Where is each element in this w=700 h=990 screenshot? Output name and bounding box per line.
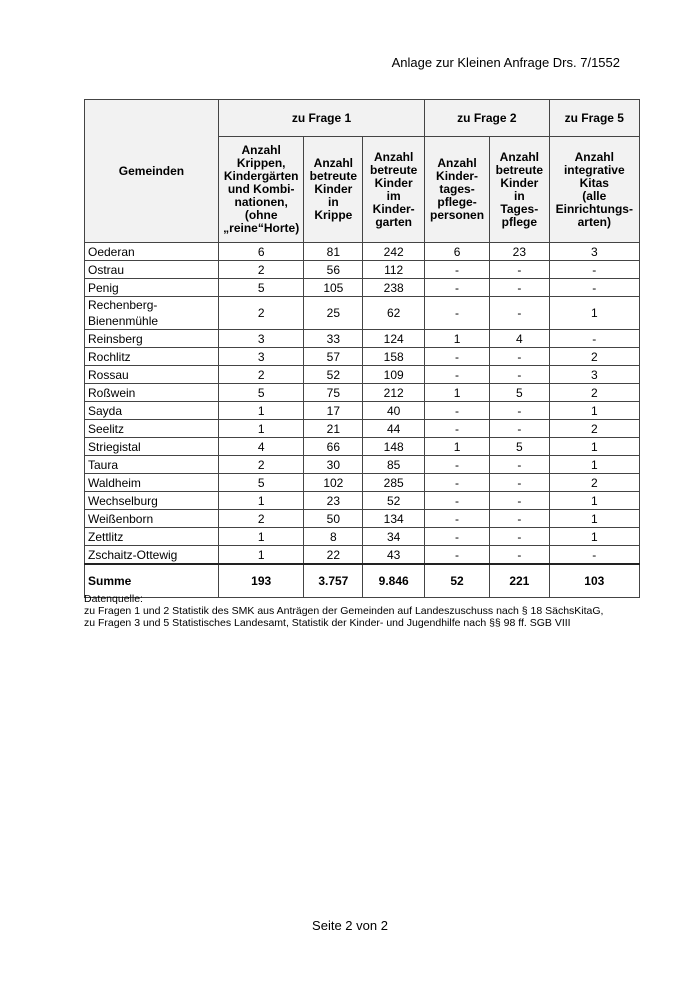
gemeinde-cell: Rechenberg-Bienenmühle <box>85 297 219 330</box>
value-cell: - <box>549 261 639 279</box>
value-cell: 1 <box>549 510 639 528</box>
column-header-line: Kinder <box>500 175 539 190</box>
value-cell: 2 <box>218 297 303 330</box>
table-row <box>85 330 640 348</box>
value-cell: 22 <box>304 546 363 565</box>
value-cell: - <box>425 510 490 528</box>
value-cell: 44 <box>363 420 425 438</box>
table-row <box>85 474 640 492</box>
value-cell: 2 <box>218 510 303 528</box>
gemeinde-cell: Weißenborn <box>85 510 219 528</box>
gemeinde-cell: Reinsberg <box>85 330 219 348</box>
column-header-line: (ohne <box>244 208 278 222</box>
column-header-line: Kinder- <box>436 169 479 183</box>
column-header-line: „reine“Horte) <box>223 221 300 235</box>
value-cell: - <box>549 330 639 348</box>
gemeinde-cell: Zettlitz <box>85 528 219 546</box>
value-cell: 1 <box>549 456 639 474</box>
gemeinde-cell: Taura <box>85 456 219 474</box>
source-line-1: zu Fragen 1 und 2 Statistik des SMK aus Anträgen der Gemeinden auf Landeszuschuss nach § 18 SächsKitaG, <box>84 605 604 617</box>
column-header-line: tages- <box>439 182 475 196</box>
value-cell: 134 <box>363 510 425 528</box>
gemeinden-header: Gemeinden <box>85 100 219 243</box>
value-cell: - <box>490 546 550 565</box>
table-row <box>85 366 640 384</box>
value-cell: 57 <box>304 348 363 366</box>
table-row <box>85 546 640 565</box>
value-cell: 2 <box>549 384 639 402</box>
value-cell: - <box>425 546 490 565</box>
value-cell: 2 <box>549 348 639 366</box>
value-cell: 1 <box>549 297 639 330</box>
value-cell: 30 <box>304 456 363 474</box>
data-table <box>84 99 640 598</box>
column-header-line: betreute <box>369 162 418 177</box>
table-row <box>85 510 640 528</box>
value-cell: - <box>490 510 550 528</box>
value-cell: 1 <box>549 438 639 456</box>
column-header-line: Kinder <box>374 175 413 190</box>
value-cell: - <box>490 528 550 546</box>
value-cell: 1 <box>218 420 303 438</box>
value-cell: 23 <box>490 243 550 261</box>
table-row <box>85 402 640 420</box>
value-cell: 56 <box>304 261 363 279</box>
table-row <box>85 492 640 510</box>
source-label: Datenquelle: <box>84 593 143 605</box>
sum-value: 3.757 <box>304 564 363 598</box>
column-header-line: (alle <box>582 188 607 203</box>
value-cell: 5 <box>490 438 550 456</box>
value-cell: 5 <box>218 384 303 402</box>
value-cell: 112 <box>363 261 425 279</box>
value-cell: 1 <box>425 330 490 348</box>
value-cell: - <box>549 546 639 565</box>
sum-value: 9.846 <box>363 564 425 598</box>
value-cell: 1 <box>218 492 303 510</box>
value-cell: 5 <box>218 474 303 492</box>
gemeinde-cell: Ostrau <box>85 261 219 279</box>
value-cell: 1 <box>425 384 490 402</box>
value-cell: 6 <box>218 243 303 261</box>
column-header-4 <box>425 137 490 243</box>
value-cell: - <box>425 492 490 510</box>
gemeinde-cell: Zschaitz-Ottewig <box>85 546 219 565</box>
group-header-frage5: zu Frage 5 <box>549 100 639 137</box>
column-header-line: Krippen, <box>236 156 286 170</box>
value-cell: - <box>425 420 490 438</box>
sum-value: 193 <box>218 564 303 598</box>
value-cell: 23 <box>304 492 363 510</box>
column-header-line: Einrichtungs- <box>555 201 633 216</box>
value-cell: - <box>425 474 490 492</box>
sum-label: Summe <box>85 564 219 598</box>
value-cell: 1 <box>549 492 639 510</box>
column-header-line: Kinder <box>314 182 353 196</box>
column-header-line: Krippe <box>314 208 353 222</box>
value-cell: - <box>490 456 550 474</box>
value-cell: 102 <box>304 474 363 492</box>
value-cell: - <box>490 420 550 438</box>
gemeinde-cell: Striegistal <box>85 438 219 456</box>
table-row <box>85 279 640 297</box>
table-row <box>85 438 640 456</box>
column-header-line: integrative <box>563 162 625 177</box>
column-header-line: Kitas <box>579 175 609 190</box>
value-cell: 34 <box>363 528 425 546</box>
gemeinde-cell: Sayda <box>85 402 219 420</box>
column-header-line: betreute <box>495 162 543 177</box>
value-cell: 3 <box>218 348 303 366</box>
column-header-line: pflege- <box>437 195 477 209</box>
value-cell: - <box>425 402 490 420</box>
value-cell: 3 <box>218 330 303 348</box>
value-cell: 52 <box>363 492 425 510</box>
value-cell: 40 <box>363 402 425 420</box>
gemeinde-cell: Rochlitz <box>85 348 219 366</box>
value-cell: 109 <box>363 366 425 384</box>
value-cell: 2 <box>218 261 303 279</box>
value-cell: - <box>425 297 490 330</box>
column-header-5 <box>490 137 550 243</box>
value-cell: - <box>490 348 550 366</box>
gemeinde-cell: Seelitz <box>85 420 219 438</box>
value-cell: - <box>490 492 550 510</box>
value-cell: 66 <box>304 438 363 456</box>
value-cell: - <box>425 261 490 279</box>
value-cell: 158 <box>363 348 425 366</box>
value-cell: 85 <box>363 456 425 474</box>
value-cell: 1 <box>425 438 490 456</box>
value-cell: 8 <box>304 528 363 546</box>
value-cell: 2 <box>549 474 639 492</box>
column-header-line: Anzahl <box>437 156 477 170</box>
group-header-frage1: zu Frage 1 <box>218 100 424 137</box>
value-cell: - <box>490 366 550 384</box>
value-cell: 4 <box>490 330 550 348</box>
value-cell: 1 <box>218 528 303 546</box>
column-header-line: Kindergärten <box>223 169 299 183</box>
column-header-line: Anzahl <box>241 143 281 157</box>
value-cell: - <box>425 279 490 297</box>
value-cell: 3 <box>549 243 639 261</box>
value-cell: 81 <box>304 243 363 261</box>
page-number: Seite 2 von 2 <box>312 918 388 933</box>
value-cell: 2 <box>218 456 303 474</box>
value-cell: 5 <box>490 384 550 402</box>
value-cell: 2 <box>218 366 303 384</box>
gemeinde-cell: Wechselburg <box>85 492 219 510</box>
value-cell: 50 <box>304 510 363 528</box>
column-header-line: im <box>386 188 401 203</box>
table-row <box>85 297 640 330</box>
value-cell: 21 <box>304 420 363 438</box>
value-cell: - <box>490 402 550 420</box>
value-cell: - <box>490 261 550 279</box>
column-header-line: Anzahl <box>373 149 414 164</box>
value-cell: 3 <box>549 366 639 384</box>
column-header-line: Anzahl <box>499 149 539 164</box>
value-cell: 1 <box>218 546 303 565</box>
value-cell: - <box>425 528 490 546</box>
value-cell: 33 <box>304 330 363 348</box>
column-header-line: in <box>513 188 525 203</box>
value-cell: 1 <box>549 528 639 546</box>
sum-value: 221 <box>490 564 550 598</box>
column-header-line: und Kombi- <box>227 182 295 196</box>
column-header-1 <box>218 137 303 243</box>
value-cell: - <box>490 474 550 492</box>
value-cell: 242 <box>363 243 425 261</box>
gemeinde-cell: Rossau <box>85 366 219 384</box>
value-cell: 25 <box>304 297 363 330</box>
value-cell: 75 <box>304 384 363 402</box>
sum-value: 52 <box>425 564 490 598</box>
value-cell: 17 <box>304 402 363 420</box>
column-header-3 <box>363 137 425 243</box>
source-note <box>84 593 603 629</box>
column-header-2 <box>304 137 363 243</box>
column-header-line: in <box>328 195 339 209</box>
value-cell: 4 <box>218 438 303 456</box>
value-cell: - <box>490 279 550 297</box>
table-row <box>85 456 640 474</box>
gemeinde-cell: Waldheim <box>85 474 219 492</box>
column-header-line: Kinder- <box>372 201 415 216</box>
column-header-line: personen <box>430 208 485 222</box>
gemeinde-cell: Oederan <box>85 243 219 261</box>
value-cell: 212 <box>363 384 425 402</box>
value-cell: 43 <box>363 546 425 565</box>
value-cell: - <box>549 279 639 297</box>
value-cell: 148 <box>363 438 425 456</box>
value-cell: 62 <box>363 297 425 330</box>
column-header-line: nationen, <box>234 195 288 209</box>
value-cell: 1 <box>218 402 303 420</box>
source-line-2: zu Fragen 3 und 5 Statistisches Landesamt, Statistik der Kinder- und Jugendhilfe nach §§ 98 ff. SGB VIII <box>84 617 571 629</box>
table-row <box>85 528 640 546</box>
value-cell: 52 <box>304 366 363 384</box>
table-row <box>85 420 640 438</box>
table-row <box>85 261 640 279</box>
header-note: Anlage zur Kleinen Anfrage Drs. 7/1552 <box>391 55 620 70</box>
table-row <box>85 348 640 366</box>
gemeinde-cell: Roßwein <box>85 384 219 402</box>
column-header-6 <box>549 137 639 243</box>
table-row <box>85 243 640 261</box>
value-cell: - <box>425 348 490 366</box>
value-cell: - <box>425 456 490 474</box>
value-cell: 124 <box>363 330 425 348</box>
column-header-line: arten) <box>577 214 611 229</box>
table-row <box>85 384 640 402</box>
column-header-line: pflege <box>501 214 537 229</box>
value-cell: - <box>425 366 490 384</box>
value-cell: - <box>490 297 550 330</box>
value-cell: 5 <box>218 279 303 297</box>
value-cell: 238 <box>363 279 425 297</box>
value-cell: 2 <box>549 420 639 438</box>
gemeinde-cell: Penig <box>85 279 219 297</box>
column-header-line: Anzahl <box>574 149 614 164</box>
value-cell: 1 <box>549 402 639 420</box>
column-header-line: Anzahl <box>313 156 353 170</box>
column-header-line: Tages- <box>500 201 539 216</box>
group-header-frage2: zu Frage 2 <box>425 100 550 137</box>
column-header-line: betreute <box>309 169 357 183</box>
value-cell: 285 <box>363 474 425 492</box>
value-cell: 6 <box>425 243 490 261</box>
value-cell: 105 <box>304 279 363 297</box>
sum-value: 103 <box>549 564 639 598</box>
column-header-line: garten <box>375 214 412 229</box>
